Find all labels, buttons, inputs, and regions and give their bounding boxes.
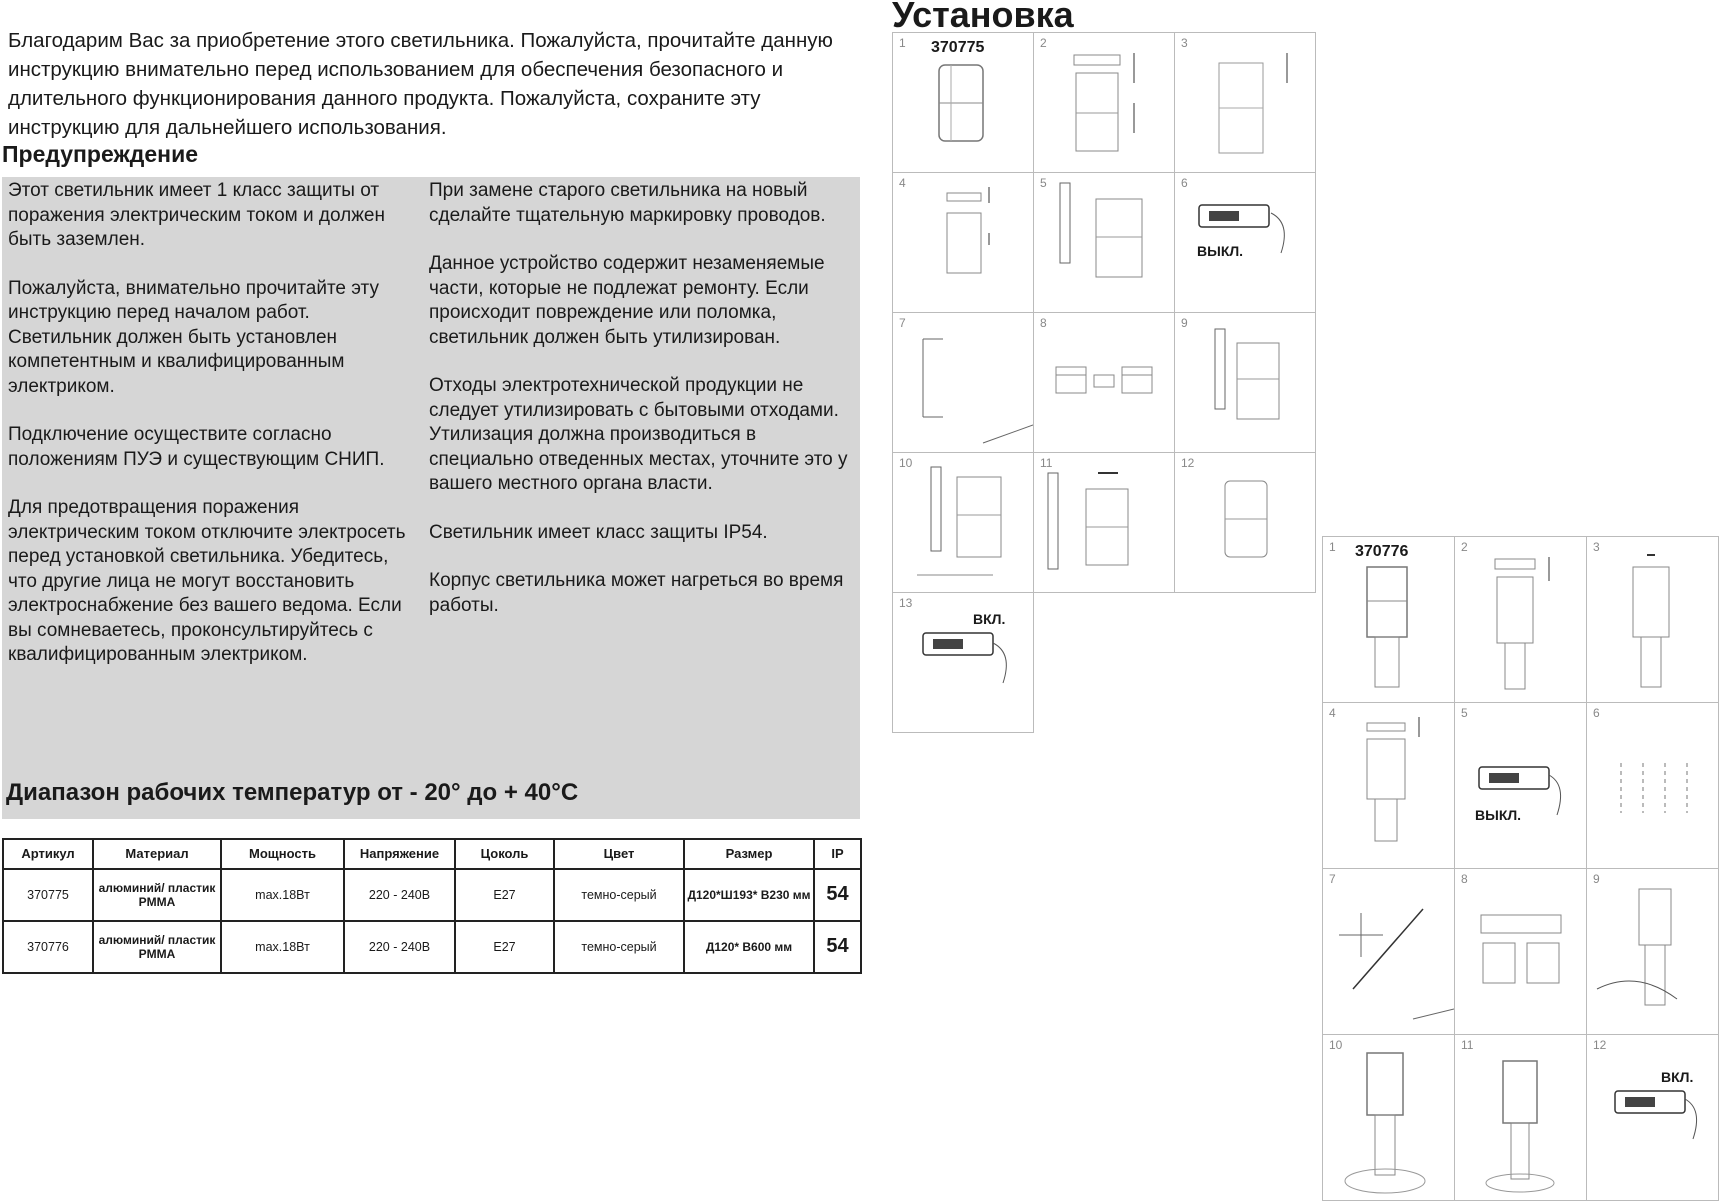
disassembly-diagram-icon bbox=[1323, 703, 1454, 868]
table-cell: max.18Вт bbox=[221, 869, 344, 921]
step-cell bbox=[1034, 173, 1175, 313]
step-number: 2 bbox=[1040, 36, 1047, 50]
switch-off-icon bbox=[1175, 173, 1315, 312]
step-number: 10 bbox=[899, 456, 913, 470]
step-number: 5 bbox=[1040, 176, 1047, 190]
step-cell bbox=[893, 33, 1034, 173]
switch-off-label: ВЫКЛ. bbox=[1197, 243, 1244, 259]
spec-table bbox=[2, 838, 862, 974]
empty-cell bbox=[1175, 593, 1316, 733]
intro-text: Благодарим Вас за приобретение этого светильника. Пожалуйста, прочитайте данную инструкцию внимательно перед использованием для обеспечения безопасного и длительного функционирования данного продукта. Пожалуйста, сохраните эту инструкцию для дальнейшего использования. bbox=[8, 29, 833, 139]
table-header: Размер bbox=[684, 839, 814, 869]
table-cell: темно-серый bbox=[554, 921, 684, 973]
step-number: 12 bbox=[1593, 1038, 1607, 1052]
step-number: 6 bbox=[1181, 176, 1188, 190]
step-cell bbox=[1175, 173, 1316, 313]
switch-on-label: ВКЛ. bbox=[1661, 1069, 1694, 1085]
step-number: 1 bbox=[899, 36, 906, 50]
wiring-diagram-icon bbox=[1455, 869, 1586, 1034]
warning-paragraph: Данное устройство содержит незаменяемые части, которые не подлежат ремонту. Если происходит повреждение или поломка, светильник должен быть утилизирован. bbox=[429, 253, 825, 348]
step-cell bbox=[1455, 537, 1587, 703]
parts-diagram-icon bbox=[1587, 703, 1718, 868]
step-cell bbox=[1323, 537, 1455, 703]
step-number: 3 bbox=[1593, 540, 1600, 554]
step-number: 10 bbox=[1329, 1038, 1343, 1052]
step-number: 11 bbox=[1461, 1038, 1474, 1052]
switch-off-label: ВЫКЛ. bbox=[1475, 807, 1522, 823]
switch-on-label: ВКЛ. bbox=[973, 611, 1006, 627]
step-cell bbox=[1034, 313, 1175, 453]
step-cell bbox=[1323, 1035, 1455, 1201]
wall-plate-diagram-icon bbox=[893, 313, 1033, 452]
step-number: 4 bbox=[899, 176, 906, 190]
step-cell bbox=[1455, 1035, 1587, 1201]
table-cell: 370775 bbox=[3, 869, 93, 921]
wall-mount-diagram-icon bbox=[893, 453, 1033, 592]
step-number: 7 bbox=[899, 316, 906, 330]
table-header: Материал bbox=[93, 839, 221, 869]
warning-title: Предупреждение bbox=[2, 141, 198, 167]
wall-lamp-icon bbox=[1175, 453, 1315, 592]
disassembly-diagram-icon bbox=[1455, 537, 1586, 702]
step-number: 13 bbox=[899, 596, 913, 610]
table-row bbox=[3, 921, 861, 973]
step-cell bbox=[1323, 869, 1455, 1035]
wall-lamp-steps bbox=[892, 32, 1316, 733]
step-cell bbox=[893, 453, 1034, 593]
table-header: Напряжение bbox=[344, 839, 455, 869]
switch-on-icon bbox=[1587, 1035, 1718, 1200]
table-cell: Д120*Ш193* В230 мм bbox=[684, 869, 814, 921]
wall-mount-diagram-icon bbox=[1034, 453, 1174, 592]
step-number: 9 bbox=[1593, 872, 1600, 886]
step-number: 2 bbox=[1461, 540, 1468, 554]
step-number: 11 bbox=[1040, 456, 1053, 470]
table-cell: алюминий/ пластик PMMA bbox=[93, 921, 221, 973]
empty-cell bbox=[1034, 593, 1175, 733]
table-cell: 54 bbox=[814, 869, 861, 921]
step-cell bbox=[1175, 313, 1316, 453]
warning-right-column bbox=[429, 179, 854, 642]
table-cell: max.18Вт bbox=[221, 921, 344, 973]
switch-on-icon bbox=[893, 593, 1033, 732]
table-header-row bbox=[3, 839, 861, 869]
step-cell bbox=[1587, 703, 1719, 869]
step-number: 12 bbox=[1181, 456, 1195, 470]
warning-paragraph: Подключение осуществите согласно положениям ПУЭ и существующим СНИП. bbox=[8, 424, 385, 470]
table-cell: 220 - 240В bbox=[344, 921, 455, 973]
step-number: 5 bbox=[1461, 706, 1468, 720]
step-number: 6 bbox=[1593, 706, 1600, 720]
table-cell: Д120* В600 мм bbox=[684, 921, 814, 973]
drilling-diagram-icon bbox=[1323, 869, 1454, 1034]
step-cell bbox=[1587, 869, 1719, 1035]
table-cell: E27 bbox=[455, 921, 554, 973]
warning-box bbox=[2, 177, 860, 819]
table-header: Цоколь bbox=[455, 839, 554, 869]
step-cell bbox=[1175, 33, 1316, 173]
disassembly-diagram-icon bbox=[893, 173, 1033, 312]
step-cell bbox=[1034, 453, 1175, 593]
step-number: 9 bbox=[1181, 316, 1188, 330]
step-cell bbox=[893, 593, 1034, 733]
table-cell: E27 bbox=[455, 869, 554, 921]
table-cell: 220 - 240В bbox=[344, 869, 455, 921]
installation-title: Установка bbox=[892, 0, 1074, 35]
step-cell bbox=[1587, 1035, 1719, 1201]
step-number: 4 bbox=[1329, 706, 1336, 720]
step-number: 1 bbox=[1329, 540, 1336, 554]
switch-off-icon bbox=[1455, 703, 1586, 868]
table-header: Цвет bbox=[554, 839, 684, 869]
step-number: 3 bbox=[1181, 36, 1188, 50]
post-lamp-icon bbox=[1455, 1035, 1586, 1200]
model-number: 370776 bbox=[1355, 543, 1409, 560]
table-cell: 54 bbox=[814, 921, 861, 973]
step-cell bbox=[893, 313, 1034, 453]
warning-left-column bbox=[8, 179, 408, 692]
disassembly-diagram-icon bbox=[1587, 537, 1718, 702]
post-lamp-icon bbox=[1323, 537, 1454, 702]
wall-lamp-icon bbox=[893, 33, 1033, 172]
warning-paragraph: Этот светильник имеет 1 класс защиты от поражения электрическим током и должен быть заземлен. bbox=[8, 180, 385, 250]
wall-mount-diagram-icon bbox=[1034, 173, 1174, 312]
table-row bbox=[3, 869, 861, 921]
step-cell bbox=[1587, 537, 1719, 703]
post-lamp-icon bbox=[1323, 1035, 1454, 1200]
table-cell: алюминий/ пластик PMMA bbox=[93, 869, 221, 921]
warning-paragraph: Светильник имеет класс защиты IP54. bbox=[429, 521, 768, 543]
step-cell bbox=[893, 173, 1034, 313]
step-number: 8 bbox=[1040, 316, 1047, 330]
model-number: 370775 bbox=[931, 39, 985, 56]
temperature-range: Диапазон рабочих температур от - 20° до + 40°С bbox=[6, 779, 579, 806]
warning-paragraph: Корпус светильника может нагреться во время работы. bbox=[429, 570, 844, 616]
warning-paragraph: Для предотвращения поражения электрическим током отключите электросеть перед установкой светильника. Убедитесь, что другие лица не могут восстановить электроснабжение без вашего ведома. Если вы сомневаетесь, проконсультируйтесь с квалифицированным электриком. bbox=[8, 497, 406, 665]
warning-paragraph: Пожалуйста, внимательно прочитайте эту инструкцию перед началом работ. Светильник должен быть установлен компетентным и квалифицированным электриком. bbox=[8, 277, 379, 397]
step-cell bbox=[1034, 33, 1175, 173]
step-cell bbox=[1175, 453, 1316, 593]
table-header: IP bbox=[814, 839, 861, 869]
step-cell bbox=[1455, 703, 1587, 869]
warning-paragraph: При замене старого светильника на новый сделайте тщательную маркировку проводов. bbox=[429, 180, 826, 226]
post-mount-diagram-icon bbox=[1587, 869, 1718, 1034]
disassembly-diagram-icon bbox=[1175, 33, 1315, 172]
table-header: Мощность bbox=[221, 839, 344, 869]
wall-mount-diagram-icon bbox=[1175, 313, 1315, 452]
disassembly-diagram-icon bbox=[1034, 33, 1174, 172]
table-cell: темно-серый bbox=[554, 869, 684, 921]
post-lamp-steps bbox=[1322, 536, 1719, 1201]
step-number: 8 bbox=[1461, 872, 1468, 886]
step-cell bbox=[1455, 869, 1587, 1035]
warning-paragraph: Отходы электротехнической продукции не следует утилизировать с бытовыми отходами. Утилизация должна производиться в специально отведенных местах, уточните это у вашего местного органа власти. bbox=[429, 375, 848, 494]
table-header: Артикул bbox=[3, 839, 93, 869]
step-number: 7 bbox=[1329, 872, 1336, 886]
wiring-diagram-icon bbox=[1034, 313, 1174, 452]
table-cell: 370776 bbox=[3, 921, 93, 973]
step-cell bbox=[1323, 703, 1455, 869]
